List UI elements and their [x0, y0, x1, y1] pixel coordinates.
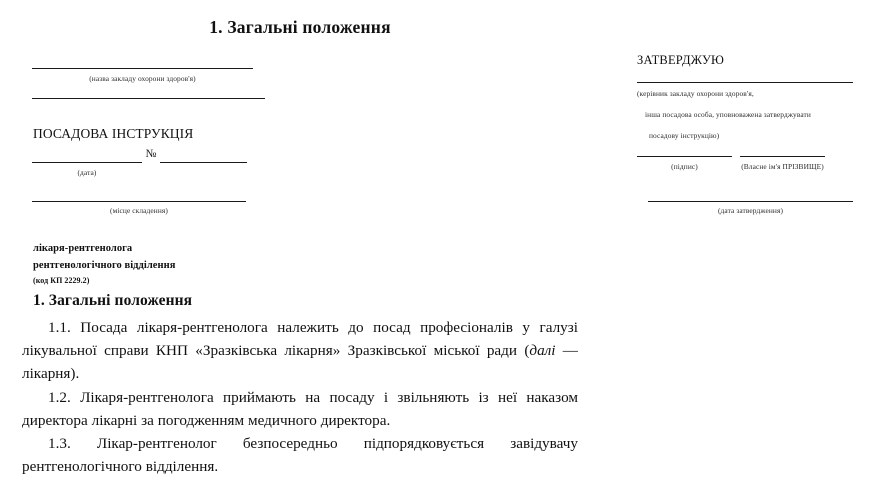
number-rule [160, 162, 247, 163]
paragraph-1-3: 1.3. Лікар-рентгенолог безпосередньо підпорядковується завідувачу рентгенологічного відділення. [22, 435, 578, 476]
approver-caption-line-1: (керівник закладу охорони здоров'я, [637, 89, 754, 98]
job-classifier-code: (код КП 2229.2) [33, 276, 90, 285]
approval-date-caption: (дата затвердження) [717, 206, 784, 215]
name-rule [740, 156, 825, 157]
paragraph-1-1-text-before: 1.1. Посада лікаря-рентгенолога належить до посад професіоналів у галузі лікувальної справи КНП «Зразківська лікарня» Зразківської міської ради ( [22, 319, 578, 360]
date-rule [32, 162, 142, 163]
signature-caption: (підпис) [671, 162, 698, 171]
document-kind-label: ПОСАДОВА ІНСТРУКЦІЯ [33, 126, 194, 141]
paragraph-1-1-italic: далі [529, 342, 556, 360]
paragraph-1-1-text-after: — лікарня). [22, 342, 578, 383]
approval-label: ЗАТВЕРДЖУЮ [637, 53, 725, 67]
page-title: 1. Загальні положення [209, 17, 391, 37]
date-number-line [32, 148, 247, 164]
paragraph-1-1 [22, 316, 578, 386]
institution-second-rule [32, 98, 265, 99]
job-position-block [33, 240, 175, 274]
section-heading: 1. Загальні положення [33, 292, 193, 309]
name-caption: (Власне ім'я ПРІЗВИЩЕ) [741, 162, 824, 171]
approver-caption-line-2: інша посадова особа, уповноважена затверджувати [645, 110, 811, 119]
paragraph-1-2: 1.2. Лікаря-рентгенолога приймають на посаду і звільняють із неї наказом директора лікарні за погодженням медичного директора. [22, 388, 578, 429]
approver-caption-line-3: посадову інструкцію) [649, 131, 720, 140]
number-sign: № [145, 148, 157, 160]
date-caption: (дата) [77, 168, 97, 177]
place-rule [32, 201, 246, 202]
institution-name-caption: (назва закладу охорони здоров'я) [89, 74, 196, 83]
signature-rule [637, 156, 732, 157]
approval-date-rule [648, 201, 853, 202]
approver-rule [637, 82, 853, 83]
section-body [22, 316, 578, 478]
place-caption: (місце складення) [110, 206, 168, 215]
job-position-line-1: лікаря-рентгенолога [33, 243, 133, 254]
job-position-line-2: рентгенологічного відділення [33, 260, 176, 271]
institution-name-rule [32, 68, 253, 69]
